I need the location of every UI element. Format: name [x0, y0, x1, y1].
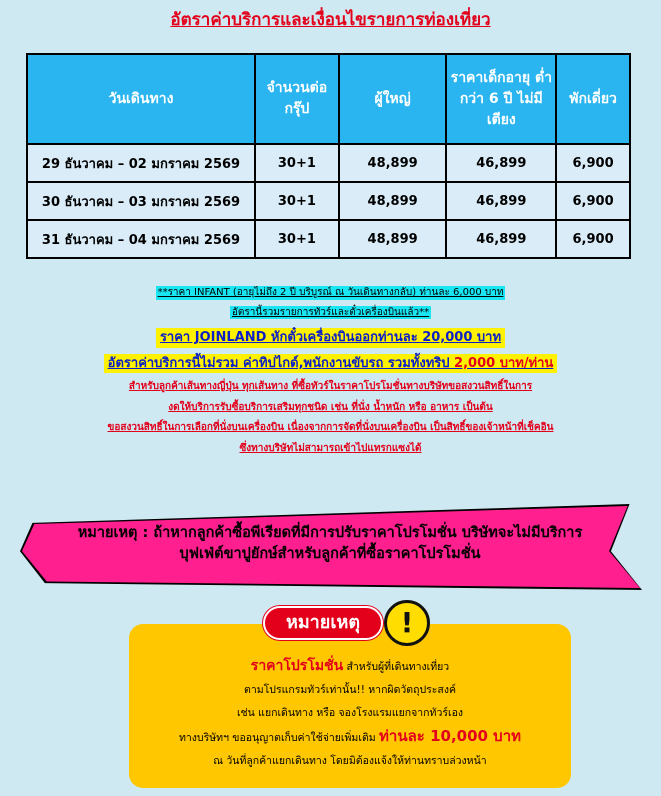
table-row	[27, 144, 630, 182]
note-joinland: ราคา JOINLAND หักตั๋วเครื่องบินออกท่านละ 20,000 บาท	[156, 328, 505, 348]
cell-adult: 48,899	[339, 220, 447, 258]
promo-label: ราคาโปรโมชั่น	[250, 658, 344, 674]
notes-section	[0, 286, 661, 455]
note-tip-text: อัตราค่าบริการนี้ไม่รวม ค่าทิปไกด์,พนักงานขับรถ รวมทั้งทริป	[107, 355, 450, 371]
japan-policy-line: ซึ่งทางบริษัทไม่สามารถเข้าไปแทรกแซงได้	[239, 442, 422, 454]
header-adult: ผู้ใหญ่	[339, 54, 447, 144]
price-table	[26, 53, 631, 259]
callout-line: ตามโปรแกรมทัวร์เท่านั้น!! หากผิดวัตถุประสงค์	[244, 684, 456, 696]
table-row	[27, 182, 630, 220]
cell-group: 30+1	[255, 182, 339, 220]
callout-body	[129, 655, 571, 773]
cell-child: 46,899	[446, 220, 556, 258]
page-title: อัตราค่าบริการและเงื่อนไขรายการท่องเที่ยว	[170, 10, 491, 30]
japan-policy-line: งดให้บริการรับซื้อบริการเสริมทุกชนิด เช่น ที่นั่ง น้ำหนัก หรือ อาหาร เป็นต้น	[168, 401, 493, 413]
callout-line	[129, 655, 571, 679]
banner-line: บุฟเฟ่ต์ขาปูยักษ์สำหรับลูกค้าที่ซื้อราคาโปรโมชั่น	[179, 546, 481, 563]
cell-single: 6,900	[556, 182, 630, 220]
note-included: อัตรานี้รวมรายการทัวร์และตั๋วเครื่องบินแล้ว**	[231, 306, 430, 318]
cell-date: 31 ธันวาคม – 04 มกราคม 2569	[27, 220, 255, 258]
header-child: ราคาเด็กอายุ ต่ำกว่า 6 ปี ไม่มีเตียง	[446, 54, 556, 144]
note-infant-price: **ราคา INFANT (อายุไม่ถึง 2 ปี บริบูรณ์ ณ วันเดินทางกลับ) ท่านละ 6,000 บาท	[157, 287, 504, 298]
cell-adult: 48,899	[339, 182, 447, 220]
japan-policy-notes	[0, 380, 661, 455]
cell-date: 29 ธันวาคม – 02 มกราคม 2569	[27, 144, 255, 182]
remark-banner-text	[30, 523, 630, 565]
exclamation-icon: !	[384, 600, 430, 646]
cell-group: 30+1	[255, 144, 339, 182]
table-row	[27, 220, 630, 258]
japan-policy-line: ขอสงวนสิทธิ์ในการเลือกที่นั่งบนเครื่องบิน เนื่องจากการจัดที่นั่งบนเครื่องบิน เป็นสิทธิ์ของเจ้าหน้าที่เช็คอิน	[107, 422, 554, 434]
banner-line: หมายเหตุ : ถ้าหากลูกค้าซื้อพีเรียดที่มีการปรับราคาโปรโมชั่น บริษัทจะไม่มีบริการ	[77, 525, 583, 541]
cell-child: 46,899	[446, 144, 556, 182]
cell-date: 30 ธันวาคม – 03 มกราคม 2569	[27, 182, 255, 220]
cell-single: 6,900	[556, 144, 630, 182]
callout-line-text: สำหรับผู้ที่เดินทางเที่ยว	[343, 661, 450, 673]
note-tip-amount: 2,000 บาท/ท่าน	[454, 355, 554, 371]
note-tip	[104, 354, 558, 374]
header-date: วันเดินทาง	[27, 54, 255, 144]
callout-line-text: ทางบริษัทฯ ขออนุญาตเก็บค่าใช้จ่ายเพิ่มเติม	[178, 732, 380, 744]
callout-line	[129, 725, 571, 750]
header-single-room: พักเดี่ยว	[556, 54, 630, 144]
cell-single: 6,900	[556, 220, 630, 258]
callout-line: ณ วันที่ลูกค้าแยกเดินทาง โดยมิต้องแจ้งให้ท่านทราบล่วงหน้า	[213, 755, 487, 767]
japan-policy-line: สำหรับลูกค้าเส้นทางญี่ปุ่น ทุกเส้นทาง ที่ซื้อทัวร์ในราคาโปรโมชั่นทางบริษัทขอสงวนสิทธิ์ในการ	[128, 381, 533, 393]
callout-line: เช่น แยกเดินทาง หรือ จองโรงแรมแยกจากทัวร์เอง	[236, 707, 464, 719]
cell-child: 46,899	[446, 182, 556, 220]
callout-badge: หมายเหตุ	[263, 606, 383, 640]
header-group-size: จำนวนต่อ กรุ๊ป	[255, 54, 339, 144]
cell-adult: 48,899	[339, 144, 447, 182]
table-header-row	[27, 54, 630, 144]
fee-amount: ท่านละ 10,000 บาท	[379, 727, 522, 745]
cell-group: 30+1	[255, 220, 339, 258]
